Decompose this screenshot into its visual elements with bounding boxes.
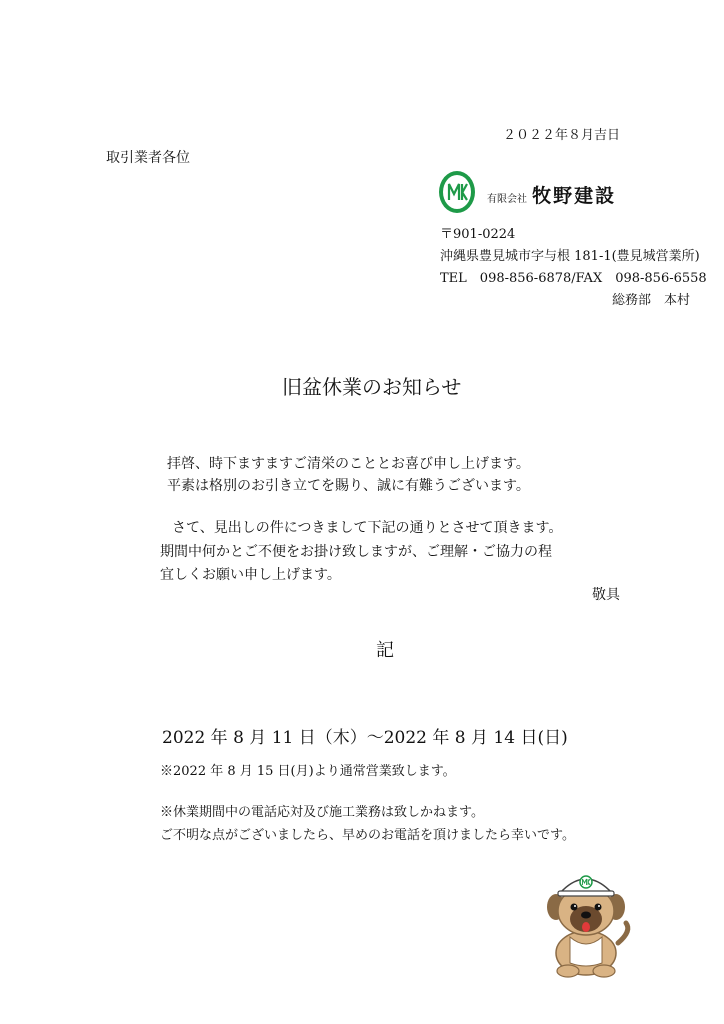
- ki-heading: 記: [376, 640, 394, 661]
- company-logo: [438, 170, 476, 214]
- company-address: 沖縄県豊見城市字与根 181-1(豊見城営業所): [440, 249, 700, 264]
- mascot-dog: [536, 865, 636, 980]
- greeting-line-1: 拝啓、時下ますますご清栄のこととお喜び申し上げます。: [167, 456, 530, 472]
- postal-code: 〒901-0224: [440, 227, 516, 242]
- mk-logo-icon: [438, 170, 476, 214]
- dog-mascot-icon: [536, 865, 636, 980]
- letter-date: ２０２２年８月吉日: [503, 128, 621, 143]
- contact-person: 総務部 本村: [612, 293, 691, 308]
- company-name: 牧野建設: [532, 185, 617, 207]
- addressee: 取引業者各位: [106, 150, 190, 166]
- main-line-1: さて、見出しの件につきまして下記の通りとさせて頂きます。: [172, 520, 563, 536]
- phone-fax: TEL 098-856-6878/FAX 098-856-6558: [440, 271, 707, 286]
- main-line-2: 期間中何かとご不便をお掛け致しますが、ご理解・ご協力の程: [160, 544, 552, 560]
- resume-note: ※2022 年 8 月 15 日(月)より通常営業致します。: [160, 764, 456, 779]
- document-title: 旧盆休業のお知らせ: [282, 375, 462, 399]
- greeting-line-2: 平素は格別のお引き立てを賜り、誠に有難うございます。: [167, 478, 530, 494]
- closed-services-note: ※休業期間中の電話応対及び施工業務は致しかねます。: [160, 805, 484, 820]
- company-name-line: [487, 181, 616, 208]
- closure-period: 2022 年 8 月 11 日（木）〜2022 年 8 月 14 日(日): [162, 728, 568, 748]
- company-prefix: 有限会社: [487, 194, 527, 205]
- contact-note: ご不明な点がございましたら、早めのお電話を頂けましたら幸いです。: [160, 828, 575, 843]
- closing-keigu: 敬具: [592, 587, 620, 603]
- main-line-3: 宜しくお願い申し上げます。: [160, 567, 341, 583]
